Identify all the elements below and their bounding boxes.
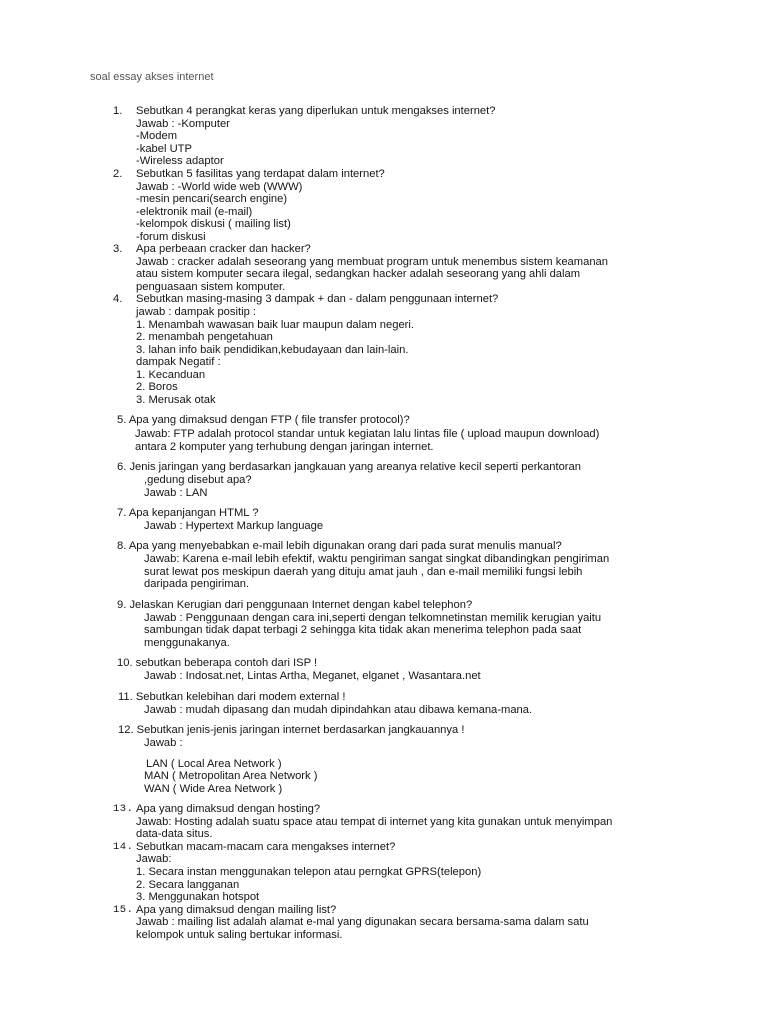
answer-line: penguasaan sistem komputer. (136, 281, 286, 293)
answer-line: Jawab : cracker adalah seseorang yang membuat program untuk menembus sistem keamanan (136, 256, 608, 268)
question-text: 8. Apa yang menyebabkan e-mail lebih digunakan orang dari pada surat menulis manual? (117, 540, 562, 552)
question-text: 9. Jelaskan Kerugian dari penggunaan Internet dengan kabel telephon? (117, 599, 473, 611)
answer-line: -elektronik mail (e-mail) (136, 206, 253, 218)
answer-line: 1. Kecanduan (136, 369, 206, 381)
answer-line: 3. Merusak otak (136, 394, 216, 406)
answer-line: menggunakanya. (144, 637, 230, 649)
answer-line: Jawab: FTP adalah protocol standar untuk kegiatan lalu lintas file ( upload maupun download) (135, 428, 600, 440)
answer-line: ,gedung disebut apa? (144, 474, 252, 486)
answer-line: 3. Menggunakan hotspot (136, 891, 260, 903)
answer-line: Jawab : -World wide web (WWW) (136, 181, 303, 193)
answer-line: -Modem (136, 130, 178, 142)
answer-line: Jawab : mudah dipasang dan mudah dipindahkan atau dibawa kemana-mana. (144, 704, 533, 716)
answer-line: LAN ( Local Area Network ) (146, 758, 282, 770)
answer-line: data-data situs. (136, 828, 213, 840)
answer-line: Jawab: Hosting adalah suatu space atau tempat di internet yang kita gunakan untuk menyimpan (136, 816, 613, 828)
answer-line: sambungan tidak dapat terbagi 2 sehingga kita tidak akan menerima telephon pada saat (144, 624, 582, 636)
answer-line: 2. Secara langganan (136, 879, 240, 891)
answer-line: Jawab : Hypertext Markup language (144, 520, 324, 532)
answer-line: surat lewat pos meskipun daerah yang dituju amat jauh , dan e-mail memiliki fungsi lebih (144, 566, 583, 578)
question-text: Sebutkan macam-macam cara mengakses internet? (136, 841, 396, 853)
question-text: Apa yang dimaksud dengan hosting? (136, 803, 321, 815)
question-text: 10. sebutkan beberapa contoh dari ISP ! (117, 657, 318, 669)
answer-line: -kelompok diskusi ( mailing list) (136, 218, 291, 230)
question-text: Sebutkan 4 perangkat keras yang diperlukan untuk mengakses internet? (136, 105, 496, 117)
question-text: Sebutkan masing-masing 3 dampak + dan - dalam penggunaan internet? (136, 293, 499, 305)
question-number: 2. (113, 168, 123, 180)
answer-line: WAN ( Wide Area Network ) (144, 783, 283, 795)
answer-line: antara 2 komputer yang terhubung dengan jaringan internet. (135, 441, 434, 453)
answer-line: 1. Menambah wawasan baik luar maupun dalam negeri. (136, 319, 414, 331)
question-text: 7. Apa kepanjangan HTML ? (117, 507, 259, 519)
answer-line: Jawab : (144, 737, 183, 749)
question-number: 15. (113, 904, 134, 916)
question-text: 12. Sebutkan jenis-jenis jaringan internet berdasarkan jangkauannya ! (118, 724, 465, 736)
answer-line: MAN ( Metropolitan Area Network ) (144, 770, 318, 782)
answer-line: -kabel UTP (136, 143, 192, 155)
answer-line: atau sistem komputer secara ilegal, sedangkan hacker adalah seseorang yang ahli dalam (136, 268, 581, 280)
answer-line: Jawab : LAN (144, 487, 208, 499)
answer-line: jawab : dampak positip : (136, 306, 257, 318)
question-text: 11. Sebutkan kelebihan dari modem external ! (118, 691, 346, 703)
question-text: Apa perbeaan cracker dan hacker? (136, 243, 311, 255)
question-number: 3. (113, 243, 123, 255)
question-number: 13. (113, 803, 134, 815)
question-text: Sebutkan 5 fasilitas yang terdapat dalam internet? (136, 168, 385, 180)
answer-line: 3. lahan info baik pendidikan,kebudayaan dan lain-lain. (136, 344, 409, 356)
answer-line: 2. menambah pengetahuan (136, 331, 273, 343)
answer-line: Jawab : Penggunaan dengan cara ini,seperti dengan telkomnetinstan memilik kerugian yaitu (144, 612, 602, 624)
document-title: soal essay akses internet (90, 71, 214, 83)
answer-line: Jawab : Indosat.net, Lintas Artha, Meganet, elganet , Wasantara.net (144, 670, 481, 682)
answer-line: -forum diskusi (136, 231, 206, 243)
answer-line: Jawab: (136, 853, 172, 865)
answer-line: Jawab : mailing list adalah alamat e-mal yang digunakan secara bersama-sama dalam satu (136, 916, 589, 928)
answer-line: dampak Negatif : (136, 356, 221, 368)
answer-line: 1. Secara instan menggunakan telepon atau perngkat GPRS(telepon) (136, 866, 482, 878)
answer-line: Jawab: Karena e-mail lebih efektif, waktu pengiriman sangat singkat dibandingkan pengiriman (144, 553, 610, 565)
answer-line: -mesin pencari(search engine) (136, 193, 288, 205)
question-number: 1. (113, 105, 123, 117)
question-text: 5. Apa yang dimaksud dengan FTP ( file transfer protocol)? (117, 414, 410, 426)
answer-line: daripada pengiriman. (144, 578, 250, 590)
answer-line: -Wireless adaptor (136, 155, 224, 167)
answer-line: Jawab : -Komputer (136, 118, 230, 130)
question-text: Apa yang dimaksud dengan mailing list? (136, 904, 337, 916)
question-number: 4. (113, 293, 123, 305)
question-text: 6. Jenis jaringan yang berdasarkan jangkauan yang areanya relative kecil seperti perkantoran (117, 461, 581, 473)
answer-line: kelompok untuk saling bertukar informasi. (136, 929, 343, 941)
question-number: 14. (113, 841, 134, 853)
answer-line: 2. Boros (136, 381, 178, 393)
